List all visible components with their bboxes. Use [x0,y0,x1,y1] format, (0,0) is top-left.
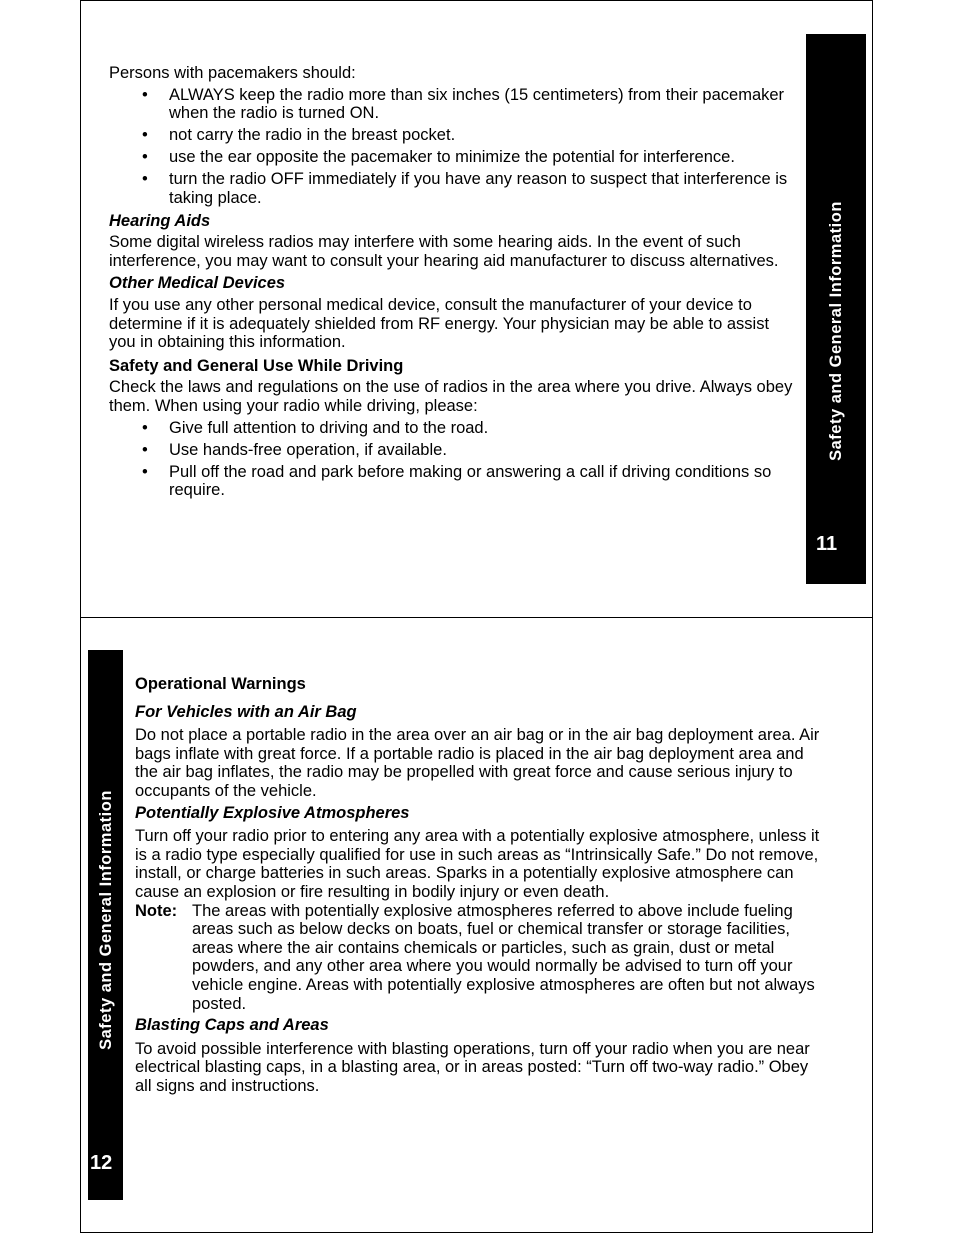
page-divider [80,617,873,618]
pacemaker-list [109,86,799,208]
section-tab-page-11 [806,34,866,584]
page-number: 11 [816,533,838,555]
pacemaker-intro: Persons with pacemakers should: [109,64,356,82]
note-block [135,902,825,1014]
airbag-heading: For Vehicles with an Air Bag [135,702,357,721]
airbag-text: Do not place a portable radio in the area over an air bag or in the air bag deployment area. Air bags inflate with great force. If a portable radio is placed in the air bag deployment area and the air bag inflates, the radio may be propelled with great force and cause serious injury to occupants of the vehicle. [135,726,820,800]
hearing-aids-text: Some digital wireless radios may interfere with some hearing aids. In the event of such interference, you may want to consult your hearing aid manufacturer to discuss alternatives. [109,233,779,270]
driving-heading: Safety and General Use While Driving [109,356,404,375]
list-item: • Give full attention to driving and to the road. [109,419,799,438]
blasting-text: To avoid possible interference with blasting operations, turn off your radio when you are near electrical blasting caps, in a blasting area, or in areas posted: “Turn off two-way radio.” Obey all signs and instructions. [135,1039,810,1095]
list-item: • Pull off the road and park before making or answering a call if driving conditions so require. [109,463,799,500]
blasting-heading: Blasting Caps and Areas [135,1016,329,1035]
section-tab-title: Safety and General Information [96,790,115,1050]
explosive-heading: Potentially Explosive Atmospheres [135,803,410,822]
list-item: • use the ear opposite the pacemaker to minimize the potential for interference. [109,148,799,167]
other-devices-heading: Other Medical Devices [109,274,286,293]
note-label: Note: [135,901,178,920]
driving-list [109,419,799,500]
section-tab-page-12 [88,650,123,1200]
explosive-text: Turn off your radio prior to entering any area with a potentially explosive atmosphere, unless it is a radio type especially qualified for use in such areas as “Intrinsically Safe.” Do not remove, install, or charge batteries in such areas. Sparks in a potentially explosive atmosphere can cause an explosion or fire resulting in bodily injury or even death. [135,827,820,901]
page-11-content [109,64,799,503]
operational-warnings-heading: Operational Warnings [135,675,306,693]
page-12-content [135,675,825,1097]
list-item: • turn the radio OFF immediately if you have any reason to suspect that interference is taking place. [109,170,799,207]
list-item: • ALWAYS keep the radio more than six inches (15 centimeters) from their pacemaker when the radio is turned ON. [109,86,799,123]
note-text: The areas with potentially explosive atmospheres referred to above include fueling areas such as below decks on boats, fuel or chemical transfer or storage facilities, areas where the air contains chemicals or particles, such as grain, dust or metal powders, and any other area where you would normally be advised to turn off your vehicle engine. Areas with potentially explosive atmospheres are often but not always posted. [192,901,815,1013]
other-devices-text: If you use any other personal medical device, consult the manufacturer of your device to determine if it is adequately shielded from RF energy. Your physician may be able to assist you in obtaining this information. [109,296,770,352]
hearing-aids-heading: Hearing Aids [109,211,211,230]
driving-text: Check the laws and regulations on the use of radios in the area where you drive. Always obey them. When using your radio while driving, please: [109,378,793,415]
list-item: • not carry the radio in the breast pocket. [109,126,799,145]
list-item: • Use hands-free operation, if available. [109,441,799,460]
page-number: 12 [90,1152,113,1174]
section-tab-title: Safety and General Information [826,201,845,461]
